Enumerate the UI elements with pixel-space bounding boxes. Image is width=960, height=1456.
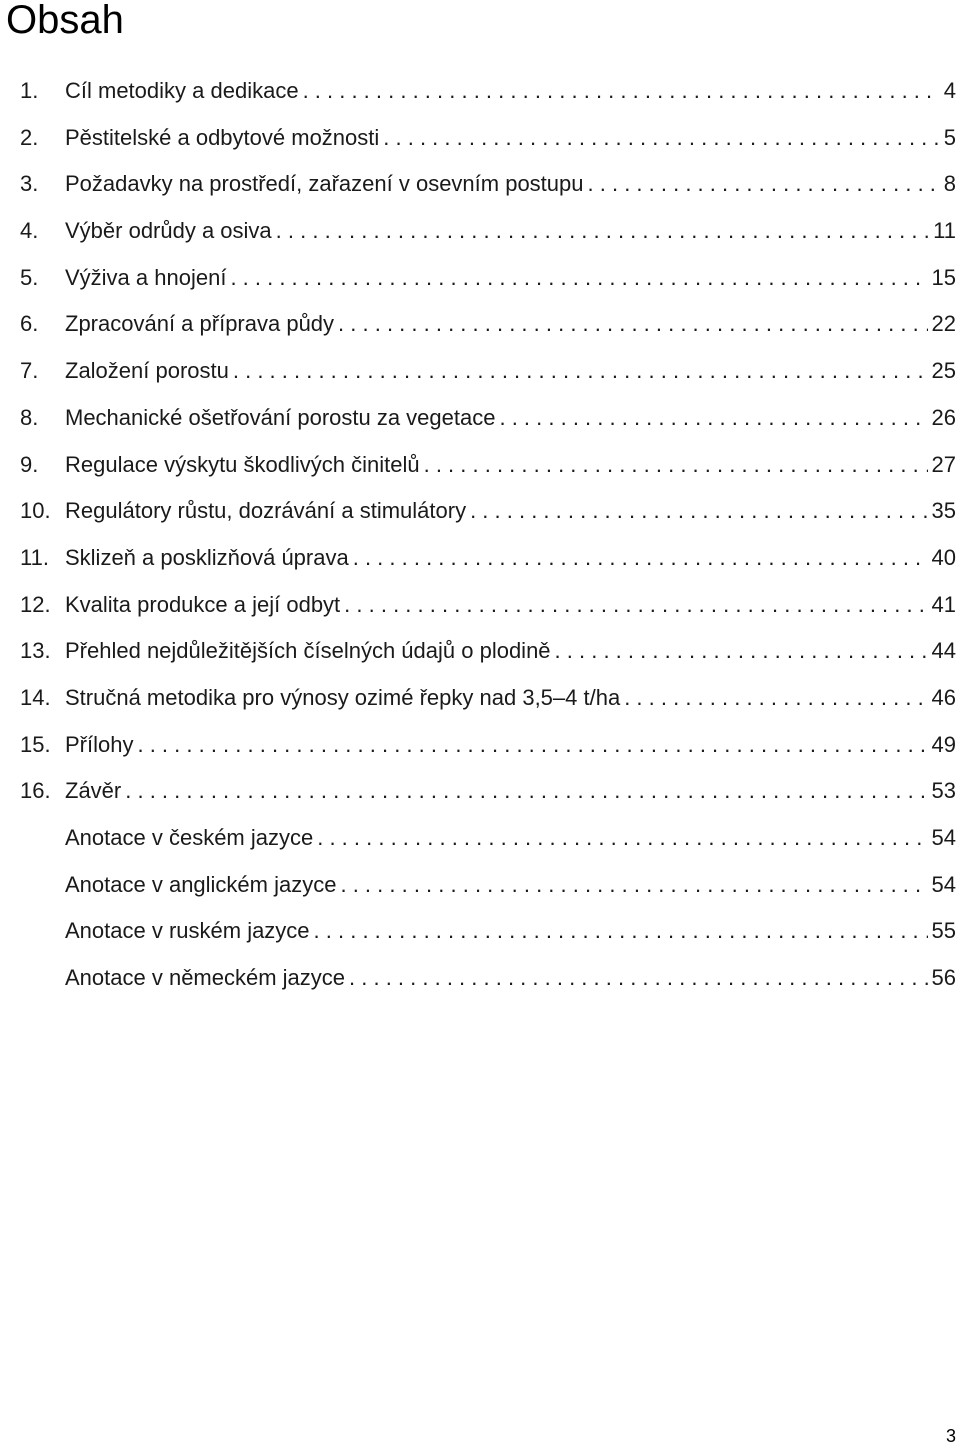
toc-entry-title: Regulace výskytu škodlivých činitelů: [65, 451, 420, 477]
toc-entry-page: 40: [931, 544, 956, 570]
toc-entry-page: 54: [931, 871, 956, 897]
toc-entry-number: 13.: [20, 638, 51, 664]
toc-entry-page: 4: [943, 78, 956, 103]
toc-entry-number: 5.: [20, 264, 39, 290]
toc-entry-page: 44: [931, 638, 956, 664]
toc-entry-page: 46: [931, 684, 956, 710]
toc-entry-page: 15: [931, 264, 956, 290]
toc-entry[interactable]: [20, 255, 956, 302]
toc-entry-page: 56: [931, 965, 956, 991]
page-number: 3: [945, 1426, 956, 1446]
toc-entry-title: Přehled nejdůležitějších číselných údajů o plodině: [65, 638, 551, 664]
toc-dot-leader: [424, 442, 928, 488]
toc-dot-leader: [338, 301, 927, 347]
toc-entry-page: 22: [931, 311, 956, 337]
toc-entry-number: 11.: [20, 544, 49, 570]
toc-entry-number: 12.: [20, 591, 51, 617]
toc-dot-leader: [340, 862, 927, 908]
toc-entry[interactable]: [20, 301, 956, 348]
toc-dot-leader: [137, 722, 927, 768]
toc-entry[interactable]: [20, 862, 956, 909]
toc-dot-leader: [303, 68, 940, 114]
toc-entry-title: Pěstitelské a odbytové možnosti: [65, 124, 380, 150]
toc-entry-title: Požadavky na prostředí, zařazení v osevním postupu: [65, 171, 584, 197]
toc-dot-leader: [353, 535, 928, 581]
toc-entry[interactable]: [20, 582, 956, 629]
toc-dot-leader: [314, 908, 928, 954]
toc-entry[interactable]: [20, 68, 956, 115]
toc-entry-number: 1.: [20, 78, 39, 103]
toc-entry-title: Anotace v ruském jazyce: [65, 918, 310, 944]
toc-entry-title: Výběr odrůdy a osiva: [65, 218, 272, 244]
toc-dot-leader: [125, 768, 927, 814]
toc-dot-leader: [276, 208, 929, 254]
toc-dot-leader: [624, 675, 927, 721]
toc-dot-leader: [383, 115, 939, 161]
toc-entry-title: Anotace v anglickém jazyce: [65, 871, 337, 897]
toc-entry[interactable]: [20, 115, 956, 162]
toc-dot-leader: [317, 815, 927, 861]
toc-entry[interactable]: [20, 955, 956, 1002]
toc-entry-page: 5: [943, 124, 956, 150]
toc-dot-leader: [349, 955, 927, 1001]
toc-entry-title: Výživa a hnojení: [65, 264, 227, 290]
toc-entry[interactable]: [20, 535, 956, 582]
toc-entry-page: 41: [931, 591, 956, 617]
toc-entry[interactable]: [20, 208, 956, 255]
toc-entry-number: 4.: [20, 218, 39, 244]
toc-entry[interactable]: [20, 675, 956, 722]
toc-dot-leader: [588, 161, 940, 207]
toc-entry-title: Sklizeň a posklizňová úprava: [65, 544, 349, 570]
toc-entry-number: 16.: [20, 778, 51, 804]
toc-entry-page: 55: [931, 918, 956, 944]
toc-entry-page: 35: [931, 498, 956, 524]
toc-dot-leader: [555, 628, 928, 674]
toc-entry-number: 3.: [20, 171, 39, 197]
toc-entry-page: 27: [931, 451, 956, 477]
toc-entry-title: Cíl metodiky a dedikace: [65, 78, 299, 103]
toc-entry[interactable]: [20, 348, 956, 395]
toc-dot-leader: [230, 255, 927, 301]
toc-dot-leader: [233, 348, 928, 394]
toc-entry-title: Anotace v českém jazyce: [65, 825, 314, 850]
toc-entry[interactable]: [20, 161, 956, 208]
toc-entry-page: 25: [931, 358, 956, 384]
toc-entry[interactable]: [20, 442, 956, 489]
toc-entry-title: Stručná metodika pro výnosy ozimé řepky nad 3,5–4 t/ha: [65, 684, 621, 710]
toc-entry-number: 2.: [20, 124, 39, 150]
toc-entry-title: Založení porostu: [65, 358, 229, 384]
toc-entry-page: 54: [931, 825, 956, 850]
toc-entry-title: Anotace v německém jazyce: [65, 965, 346, 991]
toc-entry-title: Regulátory růstu, dozrávání a stimulátory: [65, 498, 467, 524]
toc-entry-number: 7.: [20, 358, 39, 384]
toc-entry-title: Kvalita produkce a její odbyt: [65, 591, 341, 617]
toc-dot-leader: [499, 395, 927, 441]
toc-entry-page: 11: [933, 218, 956, 244]
toc-entry-number: 9.: [20, 451, 39, 477]
toc-entry-page: 49: [931, 731, 956, 757]
toc-entry-title: Přílohy: [65, 731, 134, 757]
toc-entry-number: 8.: [20, 404, 39, 430]
toc-entry-title: Mechanické ošetřování porostu za vegetace: [65, 404, 496, 430]
page-title: Obsah: [6, 0, 124, 42]
toc-entry-page: 26: [931, 404, 956, 430]
toc-entry[interactable]: [20, 768, 956, 815]
toc-entry-number: 6.: [20, 311, 39, 337]
toc-entry-page: 53: [931, 778, 956, 804]
table-of-contents: [20, 68, 956, 1002]
toc-entry[interactable]: [20, 815, 956, 862]
toc-entry[interactable]: [20, 628, 956, 675]
toc-entry-page: 8: [943, 171, 956, 197]
toc-entry-number: 14.: [20, 684, 51, 710]
toc-entry[interactable]: [20, 722, 956, 769]
toc-entry-number: 10.: [20, 498, 51, 524]
toc-dot-leader: [470, 488, 927, 534]
toc-entry[interactable]: [20, 395, 956, 442]
toc-dot-leader: [344, 582, 927, 628]
toc-entry-title: Zpracování a příprava půdy: [65, 311, 335, 337]
toc-entry-title: Závěr: [65, 778, 122, 804]
toc-entry[interactable]: [20, 488, 956, 535]
toc-entry[interactable]: [20, 908, 956, 955]
toc-entry-number: 15.: [20, 731, 51, 757]
